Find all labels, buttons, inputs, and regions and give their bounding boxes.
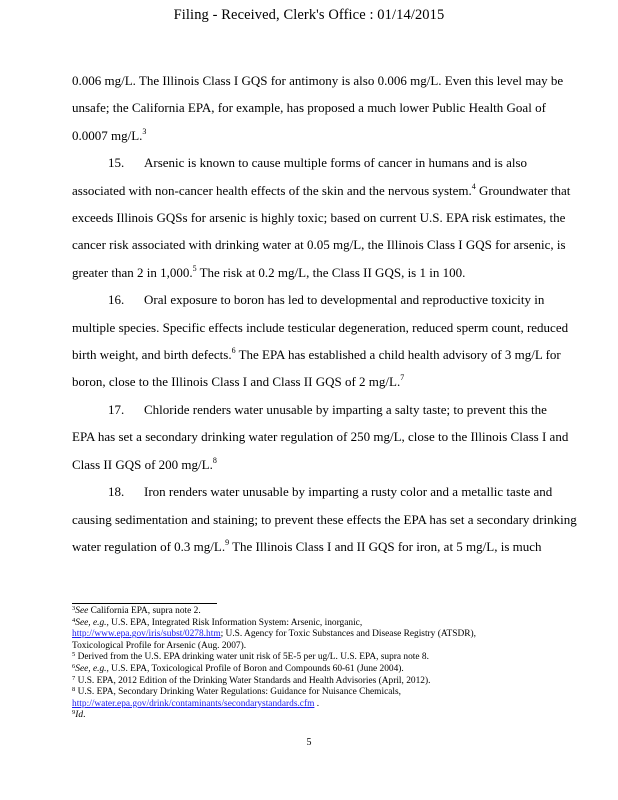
text-segment: Chloride renders water unusable by imparting a salty taste; to prevent this the <box>144 401 547 417</box>
footnote-ref[interactable]: 7 <box>400 373 405 383</box>
text-line <box>72 451 602 478</box>
paragraph-continuation <box>72 67 602 149</box>
footnote-4 <box>72 618 602 653</box>
footnote-8 <box>72 687 602 710</box>
text-segment: associated with non-cancer health effects of the skin and the nervous system. <box>72 182 472 198</box>
footnote-6 <box>72 664 602 676</box>
page-number: 5 <box>306 737 312 748</box>
paragraph-15 <box>72 149 602 286</box>
text-line <box>72 341 602 368</box>
footnote-text: . <box>83 710 86 721</box>
text-segment: The Illinois Class I and II GQS for iron, at 5 mg/L, is much <box>229 538 542 554</box>
text-line <box>72 396 602 423</box>
body-text <box>72 67 602 560</box>
footnote-link[interactable]: http://www.epa.gov/iris/subst/0278.htm <box>72 629 221 640</box>
text-segment: Iron renders water unusable by imparting a rusty color and a metallic taste and <box>144 484 553 500</box>
text-segment: birth weight, and birth defects. <box>72 347 232 363</box>
paragraph-number: 17. <box>108 401 125 417</box>
footnote-signal: See, e.g. <box>75 663 107 674</box>
text-segment: 0.0007 mg/L. <box>72 127 143 143</box>
footnote-number: 5 <box>72 651 76 659</box>
footnote-link[interactable]: http://water.epa.gov/drink/contaminants/secondarystandards.cfm <box>72 698 315 709</box>
footnote-signal: See <box>75 606 89 616</box>
text-line: multiple species. Specific effects include testicular degeneration, reduced sperm count, reduced <box>72 319 569 335</box>
footnote-number: 7 <box>72 674 76 682</box>
footnote-signal: Id <box>75 710 84 721</box>
footnote-number: 9 <box>72 709 76 717</box>
text-segment: Arsenic is known to cause multiple forms of cancer in humans and is also <box>144 155 528 171</box>
text-segment: Oral exposure to boron has led to developmental and reproductive toxicity in <box>144 292 545 308</box>
paragraph-18 <box>72 478 602 560</box>
footnote-number: 8 <box>72 686 76 694</box>
footnote-ref[interactable]: 8 <box>212 455 217 465</box>
footnote-separator <box>72 603 217 604</box>
paragraph-number: 16. <box>108 292 125 308</box>
paragraph-17 <box>72 396 602 478</box>
paragraph-16 <box>72 286 602 396</box>
footnote-text: U.S. EPA, Secondary Drinking Water Regulations: Guidance for Nuisance Chemicals, <box>75 687 401 698</box>
text-segment: Groundwater that <box>475 182 571 198</box>
text-line <box>72 149 602 176</box>
footnote-text: Derived from the U.S. EPA drinking water unit risk of 5E-5 per ug/L. U.S. EPA, supra note 8. <box>75 652 429 663</box>
filing-header: Filing - Received, Clerk's Office : 01/14/2015 <box>173 7 445 23</box>
footnote-ref[interactable]: 9 <box>225 537 230 547</box>
text-line: cancer risk associated with drinking water at 0.05 mg/L, the Illinois Class I GQS for arsenic, is <box>72 237 566 253</box>
footnotes <box>72 606 602 722</box>
text-segment: water regulation of 0.3 mg/L. <box>72 538 226 554</box>
footnote-3 <box>72 606 602 618</box>
paragraph-number: 15. <box>108 155 125 171</box>
text-segment: greater than 2 in 1,000. <box>72 264 193 280</box>
footnote-text: Toxicological Profile for Arsenic (Aug. 2007). <box>72 640 247 651</box>
text-segment: boron, close to the Illinois Class I and Class II GQS of 2 mg/L. <box>72 374 401 390</box>
paragraph-number: 18. <box>108 484 125 500</box>
footnote-number: 3 <box>72 605 76 612</box>
text-line <box>72 177 602 204</box>
footnote-text: , U.S. EPA, Integrated Risk Information System: Arsenic, inorganic, <box>106 617 363 628</box>
text-line <box>72 478 602 505</box>
text-line: unsafe; the California EPA, for example, has proposed a much lower Public Health Goal of <box>72 100 546 116</box>
footnote-7 <box>72 676 602 688</box>
text-segment: The EPA has established a child health advisory of 3 mg/L for <box>235 347 561 363</box>
footnote-number: 4 <box>72 616 76 624</box>
footnote-text: U.S. EPA, 2012 Edition of the Drinking Water Standards and Health Advisories (April, 2012). <box>75 675 431 686</box>
text-line <box>72 286 602 313</box>
footnote-ref[interactable]: 4 <box>471 181 476 191</box>
text-line: EPA has set a secondary drinking water regulation of 250 mg/L, close to the Illinois Class I and <box>72 429 569 445</box>
footnote-5 <box>72 652 602 664</box>
text-line: causing sedimentation and staining; to prevent these effects the EPA has set a secondary drinking <box>72 511 577 527</box>
footnote-ref[interactable]: 6 <box>231 346 236 356</box>
text-segment: The risk at 0.2 mg/L, the Class II GQS, is 1 in 100. <box>196 264 466 280</box>
footnote-9 <box>72 710 602 722</box>
footnote-ref[interactable]: 3 <box>142 126 147 136</box>
text-line <box>72 259 602 286</box>
text-line: exceeds Illinois GQSs for arsenic is highly toxic; based on current U.S. EPA risk estimates, the <box>72 210 566 226</box>
text-line <box>72 122 602 149</box>
text-line <box>72 533 602 560</box>
text-line <box>72 368 602 395</box>
footnote-text: , U.S. EPA, Toxicological Profile of Boron and Compounds 60-61 (June 2004). <box>106 663 404 674</box>
text-line: 0.006 mg/L. The Illinois Class I GQS for antimony is also 0.006 mg/L. Even this level may be <box>72 73 564 88</box>
footnote-text: ; U.S. Agency for Toxic Substances and Disease Registry (ATSDR), <box>220 629 476 640</box>
footnote-text: California EPA, supra note 2. <box>88 606 201 616</box>
footnote-text: . <box>314 698 320 709</box>
footnote-ref[interactable]: 5 <box>192 263 197 273</box>
text-segment: Class II GQS of 200 mg/L. <box>72 456 213 472</box>
footnote-number: 6 <box>72 662 76 670</box>
footnote-signal: See, e.g. <box>75 617 107 628</box>
